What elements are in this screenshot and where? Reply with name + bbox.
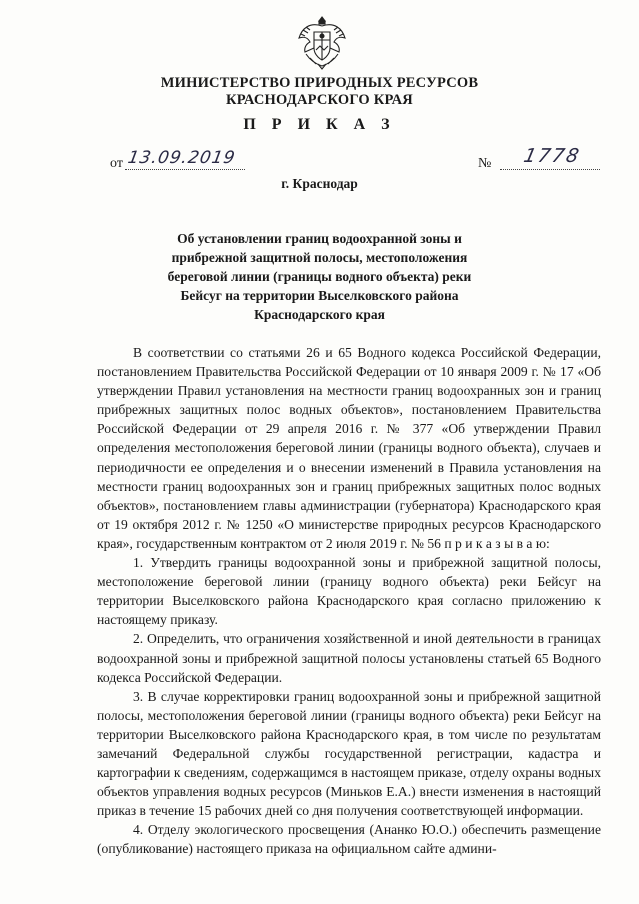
- preamble-paragraph: В соответствии со статьями 26 и 65 Водного кодекса Российской Федерации, постановлением Правительства Российской Федерации от 10 января 2009 г. № 17 «Об утверждении Правил установления на местности границ водоохранных зон и границ прибрежных защитных полос водных объектов», постановлением Правительства Российской Федерации от 29 апреля 2016 г. № 377 «Об утверждении Правил определения местоположения береговой линии (границы водного объекта), случаев и периодичности ее определения и о внесении изменений в Правила установления на местности границ водоохранных зон и границ прибрежных защитных полос водных объектов», постановлением главы администрации (губернатора) Краснодарского края от 19 октября 2012 г. № 1250 «О министерстве природных ресурсов Краснодарского края», государственным контрактом от 2 июля 2019 г. № 56 п р и к а з ы в а ю:: [97, 345, 601, 551]
- date-value: 13.09.2019: [126, 148, 238, 168]
- title-line: прибрежной защитной полосы, местоположения: [171, 250, 468, 265]
- city: г. Краснодар: [281, 176, 358, 191]
- clause-paragraph: 3. В случае корректировки границ водоохранной зоны и прибрежной защитной полосы, местоположения береговой линии (границы водного объекта) реки Бейсуг на территории Выселковского района Краснодарского края, в том числе по результатам замечаний Федеральной службы государственной регистрации, кадастра и картографии к сведениям, содержащимся в настоящем приказе, отделу охраны водных объектов управления водных ресурсов (Миньков Е.А.) внести изменения в настоящий приказ в течение 15 рабочих дней со дня получения соответствующей информации.: [97, 688, 601, 819]
- clause-paragraph: 2. Определить, что ограничения хозяйственной и иной деятельности в границах водоохранной зоны и прибрежной защитной полосы установлены статьей 65 Водного кодекса Российской Федерации.: [97, 631, 601, 685]
- coat-of-arms-emblem: [296, 14, 348, 72]
- clause-paragraph: 1. Утвердить границы водоохранной зоны и прибрежной защитной полосы, местоположение береговой линии (границу водного объекта) реки Бейсуг на территории Выселковского района Краснодарского края согласно приложению к настоящему приказу.: [97, 555, 601, 628]
- date-underline: [125, 169, 245, 170]
- date-label: от: [110, 156, 123, 171]
- title-line: Об установлении границ водоохранной зоны и: [177, 231, 462, 246]
- number-underline: [500, 169, 600, 170]
- ministry-name-line1: МИНИСТЕРСТВО ПРИРОДНЫХ РЕСУРСОВ: [160, 75, 479, 91]
- document-body: [97, 343, 601, 859]
- clause-paragraph: 4. Отделу экологического просвещения (Ананко Ю.О.) обеспечить размещение (опубликование) настоящего приказа на официальном сайте админи-: [97, 822, 601, 857]
- order-subject-title: [150, 229, 489, 324]
- ministry-name-line2: КРАСНОДАРСКОГО КРАЯ: [226, 92, 413, 108]
- title-line: Краснодарского края: [254, 307, 385, 322]
- number-label: №: [478, 156, 492, 171]
- document-type-title: П Р И К А З: [243, 116, 396, 133]
- title-line: Бейсуг на территории Выселковского района: [180, 288, 459, 303]
- title-line: береговой линии (границы водного объекта) реки: [167, 269, 472, 284]
- number-value: 1778: [521, 145, 583, 167]
